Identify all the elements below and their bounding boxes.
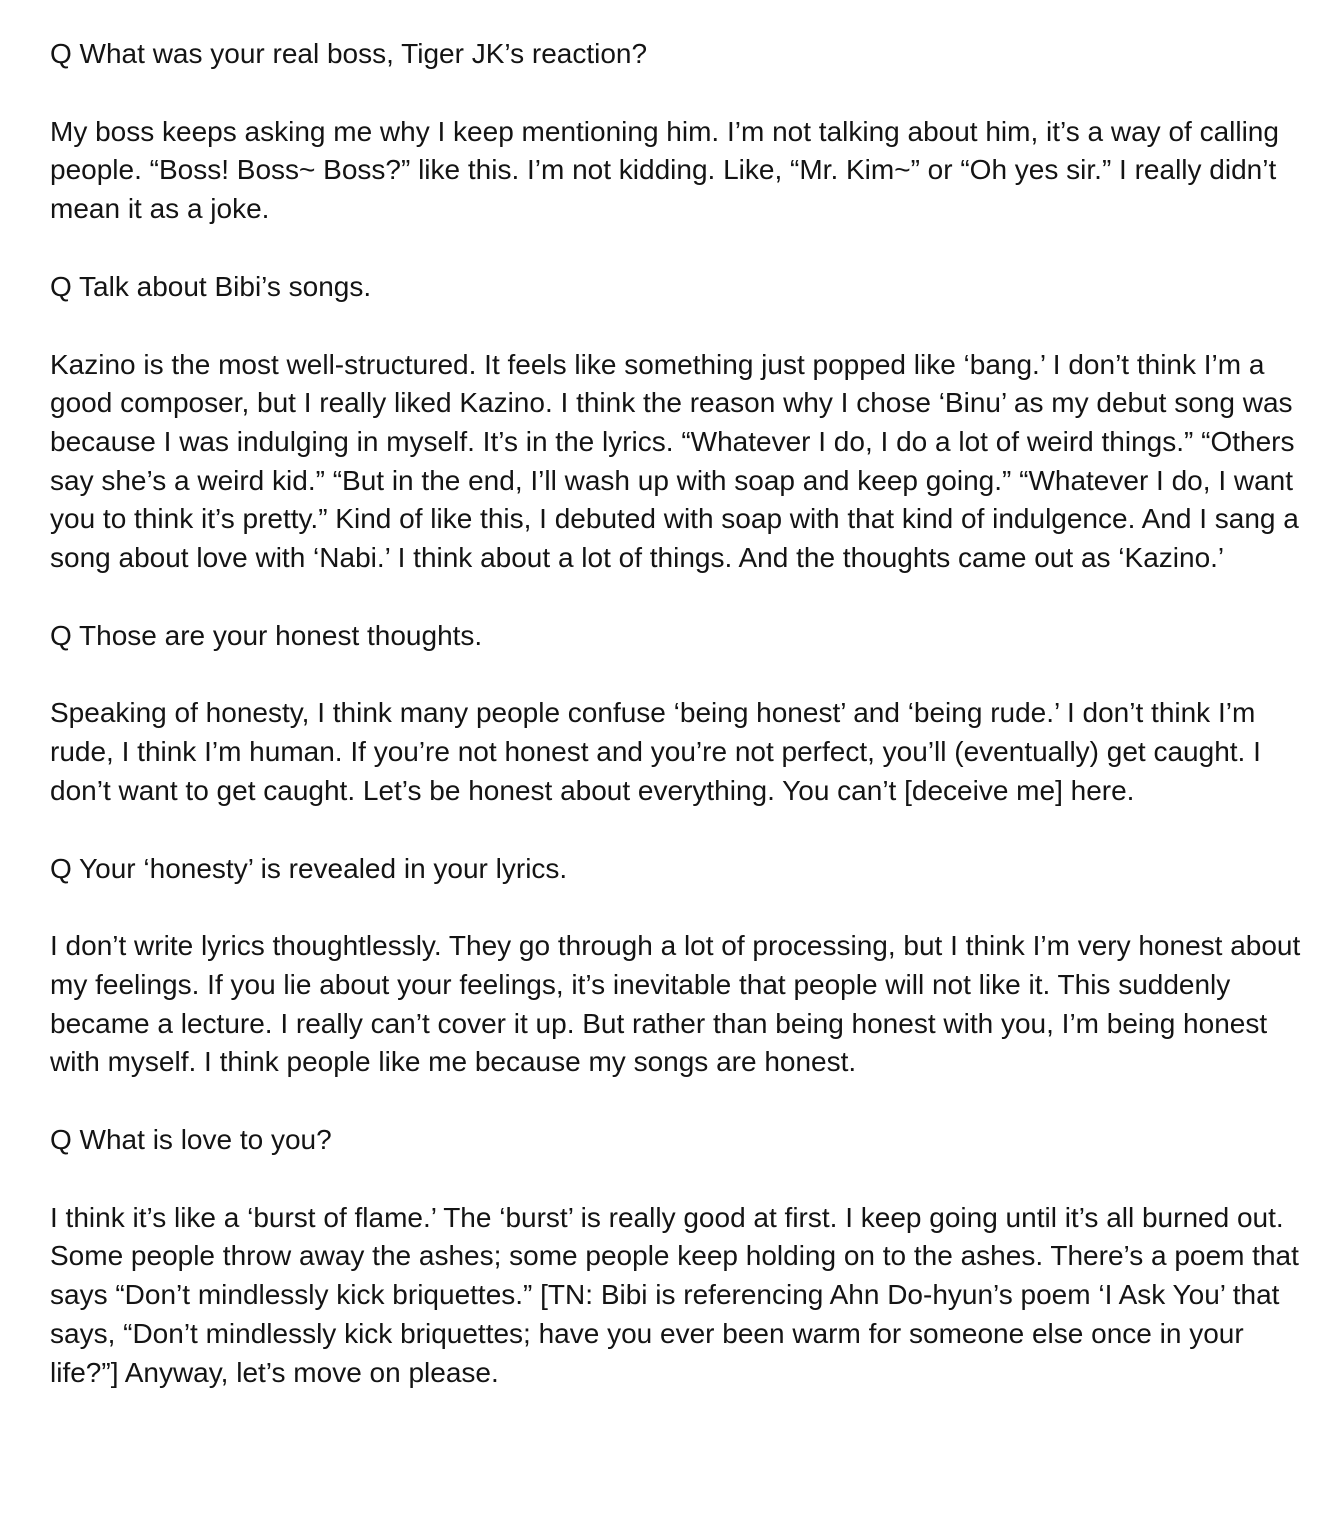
question-paragraph: Q Talk about Bibi’s songs. [50,270,372,302]
answer-paragraph: I think it’s like a ‘burst of flame.’ The ‘burst’ is really good at first. I keep going until it’s all burned out. Some people throw away the ashes; some people keep holding on to the ashes. There’s a poem that says “Don’t mindlessly kick briquettes.” [TN: Bibi is referencing Ahn Do-hyun’s poem ‘I Ask You’ that says, “Don’t mindlessly kick briquettes; have you ever been warm for someone else once in your life?”] Anyway, let’s move on please. [50,1201,1299,1388]
interview-article [50,35,1310,1431]
question-paragraph: Q What is love to you? [50,1124,332,1156]
answer-paragraph: My boss keeps asking me why I keep mentioning him. I’m not talking about him, it’s a way of calling people. “Boss! Boss~ Boss?” like this. I’m not kidding. Like, “Mr. Kim~” or “Oh yes sir.” I really didn’t mean it as a joke. [50,115,1279,225]
answer-paragraph: I don’t write lyrics thoughtlessly. They go through a lot of processing, but I think I’m very honest about my feelings. If you lie about your feelings, it’s inevitable that people will not like it. This suddenly became a lecture. I really can’t cover it up. But rather than being honest with you, I’m being honest with myself. I think people like me because my songs are honest. [50,930,1301,1078]
question-paragraph: Q Those are your honest thoughts. [50,619,483,651]
answer-paragraph: Speaking of honesty, I think many people confuse ‘being honest’ and ‘being rude.’ I don’t think I’m rude, I think I’m human. If you’re not honest and you’re not perfect, you’ll (eventually) get caught. I don’t want to get caught. Let’s be honest about everything. You can’t [deceive me] here. [50,697,1261,806]
question-paragraph: Q Your ‘honesty’ is revealed in your lyrics. [50,852,568,884]
answer-paragraph: Kazino is the most well-structured. It feels like something just popped like ‘bang.’ I don’t think I’m a good composer, but I really liked Kazino. I think the reason why I chose ‘Binu’ as my debut song was because I was indulging in myself. It’s in the lyrics. “Whatever I do, I do a lot of weird things.” “Others say she’s a weird kid.” “But in the end, I’ll wash up with soap and keep going.” “Whatever I do, I want you to think it’s pretty.” Kind of like this, I debuted with soap with that kind of indulgence. And I sang a song about love with ‘Nabi.’ I think about a lot of things. And the thoughts came out as ‘Kazino.’ [50,348,1299,574]
question-paragraph: Q What was your real boss, Tiger JK’s reaction? [50,38,648,69]
